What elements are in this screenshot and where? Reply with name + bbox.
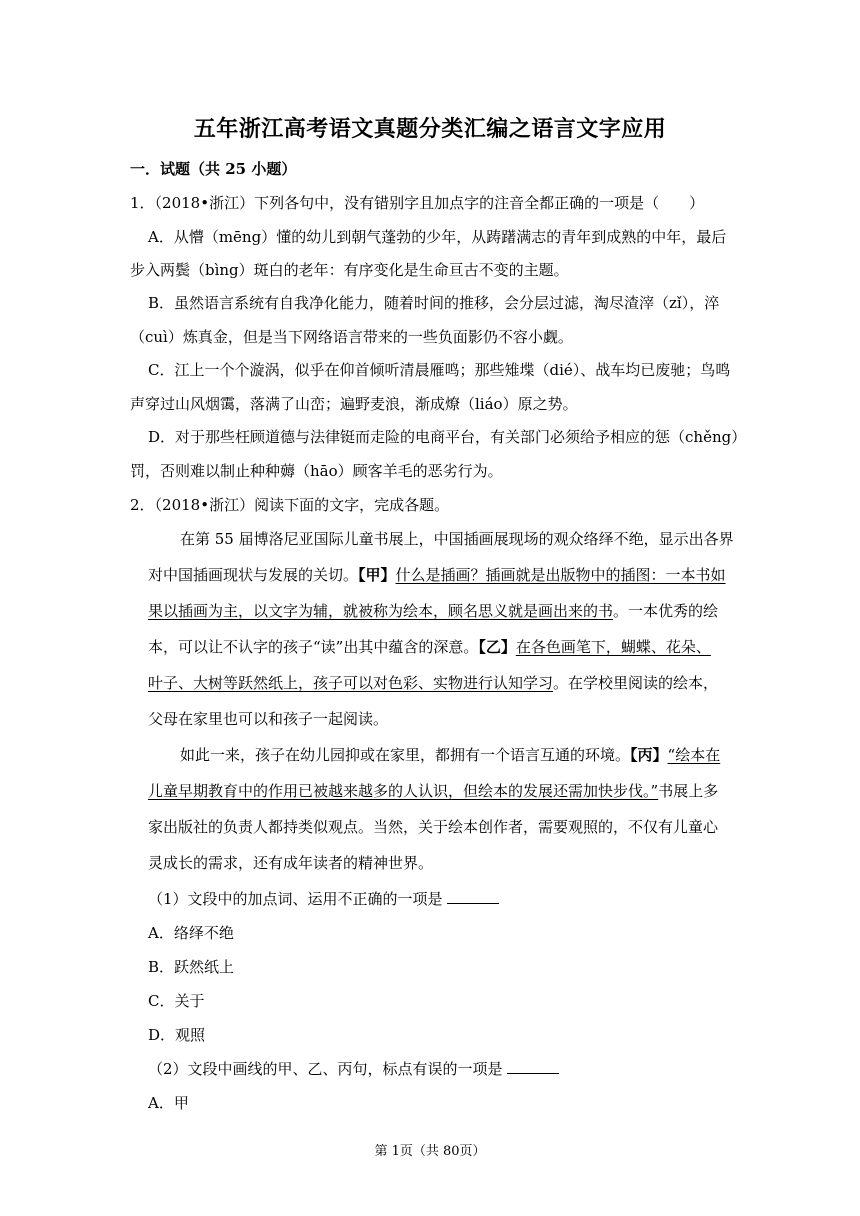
sub2-option-a: A．甲	[148, 1094, 189, 1112]
passage-p2-line1	[180, 744, 720, 765]
q1-option-c-line2: 声穿过山风烟霭，落满了山峦；遍野麦浪，渐成燎（liáo）原之势。	[130, 395, 578, 413]
q1-option-a-line1: A．从懵（mēng）懂的幼儿到朝气蓬勃的少年，从踌躇满志的青年到成熟的中年，最后	[148, 228, 727, 246]
passage-text: 书展上多	[658, 782, 719, 800]
sub1-option-d: D．观照	[148, 1026, 206, 1044]
sub1-option-b: B．跃然纸上	[148, 958, 235, 976]
underlined-sentence-yi: 在各色画笔下，蝴蝶、花朵、	[515, 638, 711, 656]
sub-question-1	[148, 888, 499, 909]
passage-text: 。一本优秀的绘	[613, 602, 719, 620]
passage-p1-line3	[148, 600, 718, 621]
underlined-sentence-bing: “绘本在	[667, 746, 721, 764]
section-heading: 一．试题（共 25 小题）	[130, 160, 297, 178]
underlined-sentence-bing-cont: 儿童早期教育中的作用已被越来越多的人认识，但绘本的发展还需加快步伐。”	[148, 782, 659, 800]
answer-blank[interactable]	[507, 1061, 559, 1074]
q1-option-c-line1: C．江上一个个漩涡，似乎在仰首倾听清晨雁鸣；那些雉堞（dié）、战车均已废驰；鸟鸣	[148, 361, 731, 379]
passage-p2-line3: 家出版社的负责人都持类似观点。当然，关于绘本创作者，需要观照的，不仅有儿童心	[148, 818, 719, 836]
q1-option-b-line1: B．虽然语言系统有自我净化能力，随着时间的推移，会分层过滤，淘尽渣滓（zǐ），淬	[148, 294, 720, 312]
passage-p2-line2	[148, 780, 718, 801]
sub-question-1-text: （1）文段中的加点词、运用不正确的一项是	[148, 890, 443, 908]
page-title: 五年浙江高考语文真题分类汇编之语言文字应用	[193, 116, 667, 142]
passage-text: 。在学校里阅读的绘本，	[553, 674, 719, 692]
q1-option-b-line2: （cuì）炼真金，但是当下网络语言带来的一些负面影仍不容小觑。	[130, 328, 573, 346]
answer-blank[interactable]	[447, 891, 499, 904]
marker-bing: 【丙】	[630, 746, 668, 764]
sub-question-2	[148, 1058, 559, 1079]
sub1-option-c: C．关于	[148, 992, 205, 1010]
q1-option-d-line2: 罚，否则难以制止种种薅（hāo）顾客羊毛的恶劣行为。	[130, 462, 503, 480]
q1-option-a-line2: 步入两鬓（bìng）斑白的老年：有序变化是生命亘古不变的主题。	[130, 261, 569, 279]
passage-p1-line5	[148, 672, 718, 693]
page-footer: 第 1页（共 80页）	[374, 1144, 486, 1159]
q1-stem: 1．（2018•浙江）下列各句中，没有错别字且加点字的注音全都正确的一项是（ ）	[130, 194, 705, 212]
passage-p2-line4: 灵成长的需求，还有成年读者的精神世界。	[148, 854, 434, 872]
passage-text: 本，可以让不认字的孩子“读”出其中蕴含的深意。	[148, 638, 479, 656]
sub1-option-a: A．络绎不绝	[148, 924, 234, 942]
q2-stem: 2．（2018•浙江）阅读下面的文字，完成各题。	[130, 496, 450, 514]
passage-text: 如此一来，孩子在幼儿园抑或在家里，都拥有一个语言互通的环境。	[180, 746, 631, 764]
passage-p1-line4	[148, 636, 711, 657]
marker-yi: 【乙】	[478, 638, 516, 656]
passage-p1-line1: 在第 55 届博洛尼亚国际儿童书展上，中国插画展现场的观众络绎不绝，显示出各界	[180, 530, 734, 548]
underlined-sentence-yi-cont: 叶子、大树等跃然纸上，孩子可以对色彩、实物进行认知学习	[148, 674, 554, 692]
marker-jia: 【甲】	[358, 566, 396, 584]
q1-option-d-line1: D．对于那些枉顾道德与法律铤而走险的电商平台，有关部门必须给予相应的惩（chěng）	[148, 428, 747, 446]
passage-text: 对中国插画现状与发展的关切。	[148, 566, 359, 584]
underlined-sentence-jia: 什么是插画？插画就是出版物中的插图：一本书如	[395, 566, 726, 584]
passage-p1-line2	[148, 564, 726, 585]
underlined-sentence-jia-cont: 果以插画为主，以文字为辅，就被称为绘本，顾名思义就是画出来的书	[148, 602, 614, 620]
sub-question-2-text: （2）文段中画线的甲、乙、丙句，标点有误的一项是	[148, 1060, 503, 1078]
passage-p1-line6: 父母在家里也可以和孩子一起阅读。	[148, 710, 389, 728]
